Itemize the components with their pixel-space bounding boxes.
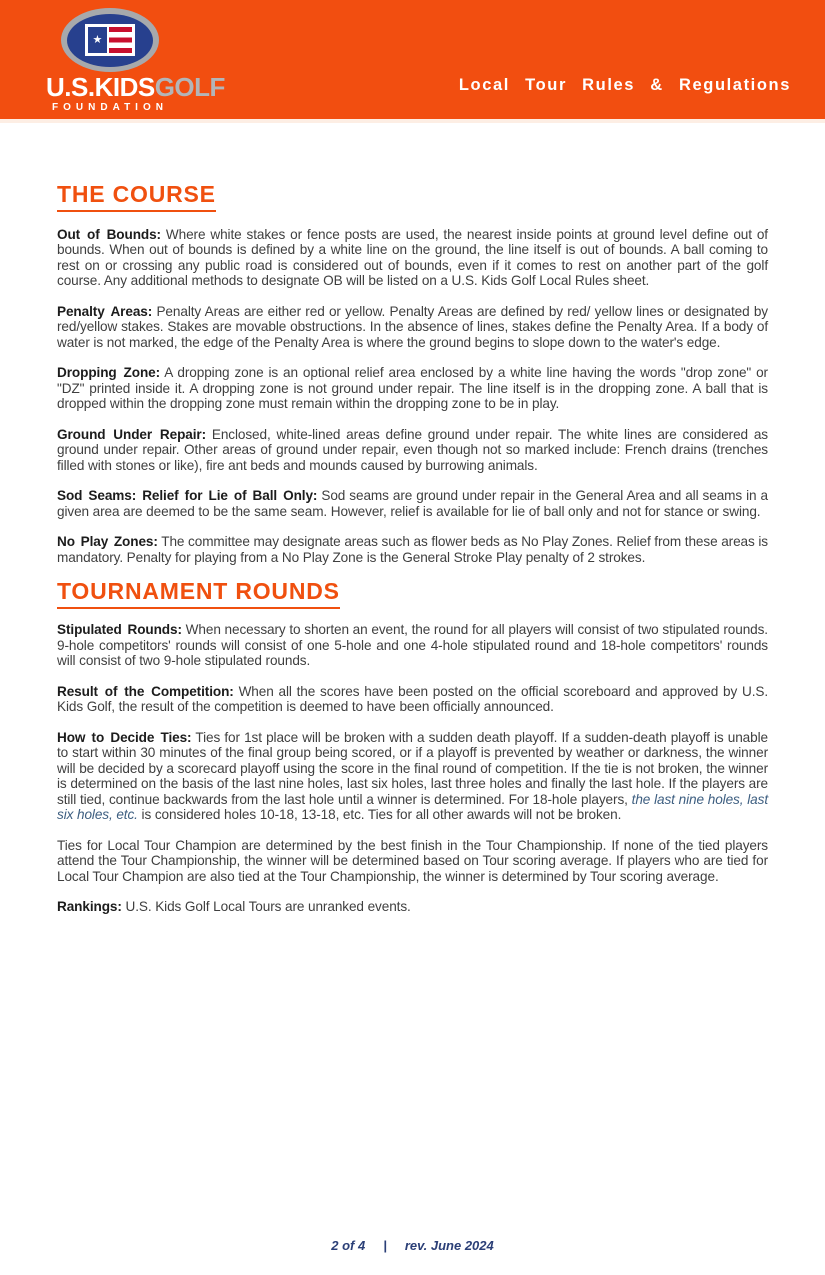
paragraph-text: A dropping zone is an optional relief area enclosed by a white line having the words "drop zone" or "DZ" printed inside it. A dropping zone is not ground under repair. The line itself is in the dropping zone. A ball that is dropped within the dropping zone must remain within the dropping zone to be in play. <box>57 365 768 412</box>
paragraph-lead: Stipulated Rounds: <box>57 622 182 638</box>
us-flag-icon <box>85 24 135 56</box>
paragraph-lead: Penalty Areas: <box>57 303 153 319</box>
flag-oval-inner <box>67 14 153 67</box>
paragraph-lead: Sod Seams: Relief for Lie of Ball Only: <box>57 488 318 504</box>
paragraph-lead: Result of the Competition: <box>57 683 234 699</box>
paragraph-lead: No Play Zones: <box>57 534 158 550</box>
flag-canton <box>88 27 107 53</box>
paragraph-text: Sod seams are ground under repair in the General Area and all seams in a given area are deemed to be the same seam. However, relief is available for lie of ball only and not for stance or swing. <box>57 488 768 519</box>
paragraph-lead: Out of Bounds: <box>57 227 161 242</box>
flag-stripes <box>109 27 132 53</box>
paragraph-text: Ties for 1st place will be broken with a sudden death playoff. If a sudden-death playoff is unable to start within 30 minutes of the final group being scored, or if a playoff is prevented by weather or darkness, the winner will be decided by a scorecard playoff using the score in the final round of competition. If the tie is not broken, the winner is determined on the basis of the last nine holes, last six holes, last three holes and finally the last hole. If the players are still tied, continue backwards from the last hole until a winner is determined. For 18-hole players, <box>57 729 768 807</box>
paragraph-rankings <box>57 899 768 914</box>
star-icon: ★ <box>92 33 103 46</box>
paragraph-text-after: is considered holes 10-18, 13-18, etc. Ties for all other awards will not be broken. <box>141 807 622 823</box>
footer-separator: | <box>383 1238 387 1253</box>
paragraph-ground-under-repair <box>57 427 768 473</box>
paragraph-dropping-zone <box>57 365 768 411</box>
paragraph-text: When necessary to shorten an event, the round for all players will consist of two stipulated rounds. 9-hole competitors' rounds will consist of one 5-hole and one 4-hole stipulated round and 18-hole competitors' rounds will consist of two 9-hole stipulated rounds. <box>57 622 768 669</box>
paragraph-lead: How to Decide Ties: <box>57 729 192 745</box>
paragraph-lead: Rankings: <box>57 899 122 915</box>
paragraph-text: Ties for Local Tour Champion are determined by the best finish in the Tour Championship. If none of the tied players attend the Tour Championship, the winner will be determined based on Tour scoring average. If players who are tied for Local Tour Champion are also tied at the Tour Championship, the winner is determined by Tour scoring average. <box>57 837 768 884</box>
paragraph-text: Where white stakes or fence posts are used, the nearest inside points at ground level define out of bounds. When out of bounds is defined by a white line on the ground, the line itself is out of bounds. A ball coming to rest on or crossing any public road is considered out of bounds, even if it comes to rest on another part of the golf course. Any additional methods to designate OB will be listed on a U.S. Kids Golf Local Rules sheet. <box>57 227 768 289</box>
paragraph-no-play-zones <box>57 534 768 565</box>
page-header <box>0 0 825 123</box>
revision-date: rev. June 2024 <box>404 1238 494 1253</box>
paragraph-local-tour-champion-ties <box>57 838 768 884</box>
uskids-golf-foundation-logo <box>46 8 225 113</box>
paragraph-result-of-competition <box>57 684 768 715</box>
paragraph-out-of-bounds <box>57 227 768 289</box>
paragraph-lead: Ground Under Repair: <box>57 426 207 442</box>
logo-text-uskids: U.S.KIDS <box>46 72 155 102</box>
section-heading-tournament-rounds: TOURNAMENT ROUNDS <box>57 578 340 609</box>
paragraph-sod-seams <box>57 488 768 519</box>
paragraph-text: Penalty Areas are either red or yellow. Penalty Areas are defined by red/ yellow lines or designated by red/yellow stakes. Stakes are movable obstructions. In the absence of lines, stakes define the Penalty Area. If a body of water is not marked, the edge of the Penalty Area is where the ground begins to slope down to the water's edge. <box>57 303 768 350</box>
paragraph-text: When all the scores have been posted on the official scoreboard and approved by U.S. Kids Golf, the result of the competition is deemed to have been officially announced. <box>57 683 769 715</box>
paragraph-penalty-areas <box>57 304 768 350</box>
section-heading-the-course: THE COURSE <box>57 181 216 212</box>
paragraph-how-to-decide-ties <box>57 730 768 823</box>
paragraph-text: Enclosed, white-lined areas define ground under repair. The white lines are considered as ground under repair. Other areas of ground under repair, even though not so marked include: French drains (trenches filled with stones or like), fire ant beds and mounds caused by burrowing animals. <box>57 426 768 473</box>
logo-text-golf: GOLF <box>154 72 225 102</box>
page-footer <box>0 1238 825 1253</box>
page-number: 2 of 4 <box>331 1238 366 1253</box>
logo-wordmark <box>46 72 225 102</box>
paragraph-lead: Dropping Zone: <box>57 365 161 381</box>
document-title: Local Tour Rules & Regulations <box>458 76 791 94</box>
flag-oval-icon <box>61 8 159 72</box>
document-body <box>0 123 825 915</box>
logo-subtitle: FOUNDATION <box>52 102 168 113</box>
paragraph-text: U.S. Kids Golf Local Tours are unranked events. <box>125 899 411 915</box>
paragraph-text: The committee may designate areas such as flower beds as No Play Zones. Relief from these areas is mandatory. Penalty for playing from a No Play Zone is the General Stroke Play penalty of 2 strokes. <box>57 534 769 565</box>
emphasized-holes-note: the last nine holes, last six holes, etc. <box>57 791 768 823</box>
paragraph-stipulated-rounds <box>57 622 768 668</box>
